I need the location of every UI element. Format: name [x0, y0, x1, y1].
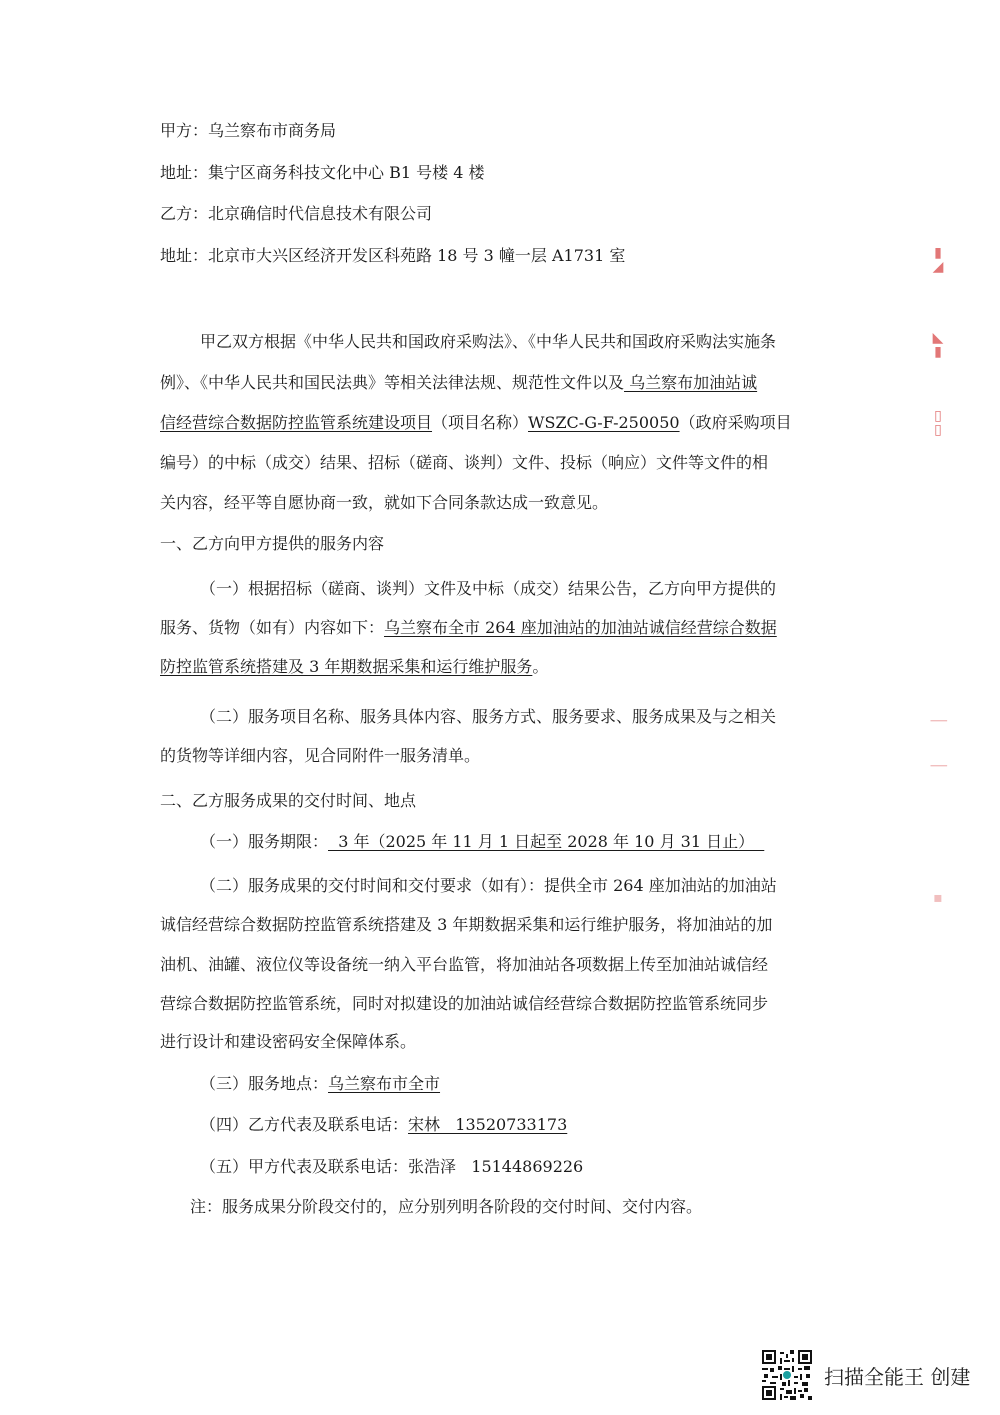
s2-p2-line-5: 进行设计和建设密码安全保障体系。: [160, 1032, 417, 1051]
service-content-part1: 乌兰察布全市 264 座加油站的加油站诚信经营综合数据: [384, 618, 777, 637]
service-term: [200, 831, 764, 853]
project-name-part1: 乌兰察布加油站诚: [624, 373, 758, 392]
service-term-value: 3 年（2025 年 11 月 1 日起至 2028 年 10 月 31 日止）: [328, 832, 765, 851]
seal-mark-2: ◣▮: [930, 330, 946, 358]
seal-mark-5: ▏: [930, 765, 946, 774]
section-1-heading: 一、乙方向甲方提供的服务内容: [160, 534, 385, 553]
party-b-rep-label: （四）乙方代表及联系电话：: [200, 1115, 409, 1134]
scanner-footer: [762, 1349, 970, 1401]
party-b-representative: [200, 1114, 567, 1136]
party-a-representative: （五）甲方代表及联系电话：张浩泽 15144869226: [200, 1157, 584, 1176]
section-2-heading: 二、乙方服务成果的交付时间、地点: [160, 791, 417, 810]
service-term-label: （一）服务期限：: [200, 832, 329, 851]
preamble-line-3: [160, 412, 792, 434]
s1-p2-line-1: （二）服务项目名称、服务具体内容、服务方式、服务要求、服务成果及与之相关: [200, 707, 777, 726]
seal-mark-6: ▪: [930, 890, 946, 904]
service-place: [200, 1073, 440, 1095]
service-content-end: 。: [532, 657, 549, 676]
s2-p2-line-4: 营综合数据防控监管系统，同时对拟建设的加油站诚信经营综合数据防控监管系统同步: [160, 994, 769, 1013]
preamble-line-2: [160, 372, 757, 394]
s1-p1-line-1: （一）根据招标（磋商、谈判）文件及中标（成交）结果公告，乙方向甲方提供的: [200, 579, 777, 598]
party-a: 甲方：乌兰察布市商务局: [160, 121, 337, 140]
note: 注：服务成果分阶段交付的，应分别列明各阶段的交付时间、交付内容。: [190, 1197, 703, 1216]
preamble-text: 例》、《中华人民共和国民法典》等相关法律法规、规范性文件以及: [160, 373, 625, 392]
seal-mark-1: ▮◢: [930, 245, 946, 273]
s2-p2-line-1: （二）服务成果的交付时间和交付要求（如有）：提供全市 264 座加油站的加油站: [200, 876, 777, 895]
party-a-address: 地址：集宁区商务科技文化中心 B1 号楼 4 楼: [160, 163, 485, 182]
service-content-part2: 防控监管系统搭建及 3 年期数据采集和运行维护服务: [160, 657, 533, 676]
preamble-line-4: 编号）的中标（成交）结果、招标（磋商、谈判）文件、投标（响应）文件等文件的相: [160, 453, 769, 472]
preamble-line-5: 关内容，经平等自愿协商一致，就如下合同条款达成一致意见。: [160, 493, 609, 512]
s2-p2-line-2: 诚信经营综合数据防控监管系统搭建及 3 年期数据采集和运行维护服务，将加油站的加: [160, 915, 773, 934]
project-name-part2: 信经营综合数据防控监管系统建设项目: [160, 413, 433, 432]
party-b-address: 地址：北京市大兴区经济开发区科苑路 18 号 3 幢一层 A1731 室: [160, 246, 626, 265]
s2-p2-line-3: 油机、油罐、液位仪等设备统一纳入平台监管，将加油站各项数据上传至加油站诚信经: [160, 955, 769, 974]
s1-p1-line-2: [160, 617, 777, 639]
party-b-rep-value: 宋林 13520733173: [408, 1115, 568, 1134]
qr-code-icon: [762, 1350, 812, 1400]
seal-mark-3: ▯▯: [930, 408, 946, 436]
seal-mark-4: ▏: [930, 720, 946, 729]
party-b: 乙方：北京确信时代信息技术有限公司: [160, 204, 433, 223]
s1-p2-line-2: 的货物等详细内容，见合同附件一服务清单。: [160, 746, 481, 765]
scanner-label: 扫描全能王 创建: [824, 1364, 971, 1389]
project-number: WSZC-G-F-250050: [528, 413, 680, 432]
service-place-label: （三）服务地点：: [200, 1074, 329, 1093]
project-number-label: （政府采购项目: [679, 413, 792, 432]
s1-p1-line-3: [160, 656, 548, 678]
preamble-line-1: 甲乙双方根据《中华人民共和国政府采购法》、《中华人民共和国政府采购法实施条: [200, 332, 777, 351]
service-place-value: 乌兰察布市全市: [328, 1074, 441, 1093]
project-name-label: （项目名称）: [432, 413, 529, 432]
service-content-label: 服务、货物（如有）内容如下：: [160, 618, 385, 637]
